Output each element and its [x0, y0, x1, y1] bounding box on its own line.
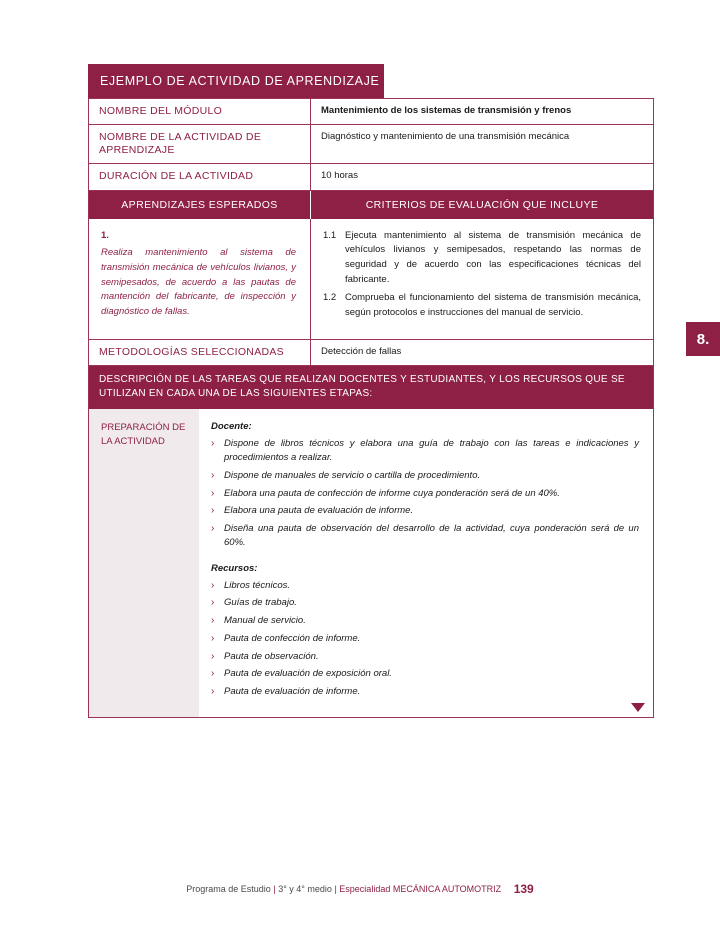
band-aprendizajes-esperados: APRENDIZAJES ESPERADOS — [89, 191, 311, 219]
row-value-modulo: Mantenimiento de los sistemas de transmisión y frenos — [321, 105, 572, 116]
list-item: › Pauta de evaluación de exposición oral. — [211, 667, 639, 681]
resources-heading: Recursos: — [211, 562, 258, 574]
stage-label: PREPARACIÓN DE LA ACTIVIDAD — [89, 409, 199, 717]
criterion-item — [323, 229, 641, 288]
learning-outcome-number: 1. — [101, 229, 109, 241]
list-item: › Pauta de confección de informe. — [211, 632, 639, 646]
criterion-item — [323, 291, 641, 320]
resources-list — [211, 579, 639, 700]
list-item: › Libros técnicos. — [211, 579, 639, 593]
page-footer — [0, 882, 720, 896]
list-item: › Elabora una pauta de evaluación de informe. — [211, 504, 639, 518]
row-label-modulo: NOMBRE DEL MÓDULO — [89, 99, 311, 124]
table-row — [88, 340, 654, 366]
list-item: › Diseña una pauta de observación del desarrollo de la actividad, cuya ponderación será de un 60%. — [211, 522, 639, 551]
criterion-code: 1.2 — [323, 292, 337, 304]
criterion-text: Comprueba el funcionamiento del sistema de transmisión mecánica, según protocolos e instrucciones del manual de servicio. — [345, 292, 641, 319]
footer-separator: | — [334, 884, 337, 894]
triangle-down-icon — [631, 703, 645, 712]
learning-outcome-row — [88, 219, 654, 340]
criterion-code: 1.1 — [323, 229, 337, 241]
table-row — [88, 98, 654, 125]
footer-specialty: Especialidad MECÁNICA AUTOMOTRIZ — [339, 884, 502, 894]
criterion-text: Ejecuta mantenimiento al sistema de transmisión mecánica de vehículos livianos y semipesados, respetando las normas de seguridad y de acuerdo con las especificaciones técnicas del fabricante. — [345, 229, 641, 285]
list-item: › Guías de trabajo. — [211, 596, 639, 610]
description-band: DESCRIPCIÓN DE LAS TAREAS QUE REALIZAN DOCENTES Y ESTUDIANTES, Y LOS RECURSOS QUE SE UTILIZAN EN CADA UNA DE LAS SIGUIENTES ETAPAS: — [88, 366, 654, 409]
row-label-metodologias: METODOLOGÍAS SELECCIONADAS — [89, 340, 311, 365]
activity-content — [199, 409, 653, 717]
footer-separator: | — [273, 884, 276, 894]
list-item: › Manual de servicio. — [211, 614, 639, 628]
list-item: › Dispone de manuales de servicio o cartilla de procedimiento. — [211, 469, 639, 483]
list-item: › Pauta de evaluación de informe. — [211, 685, 639, 699]
chapter-tab: 8. — [686, 322, 720, 356]
list-item: › Elabora una pauta de confección de informe cuya ponderación será de un 40%. — [211, 487, 639, 501]
activity-table — [88, 98, 654, 718]
row-value-metodologias: Detección de fallas — [321, 345, 402, 357]
footer-program: Programa de Estudio — [186, 884, 271, 894]
learning-outcome-text: Realiza mantenimiento al sistema de transmisión mecánica de vehículos livianos, y semipesados, de acuerdo a las pautas de mantención del fabricante, de inspección y diagnóstico de fallas. — [101, 247, 296, 318]
page-title: EJEMPLO DE ACTIVIDAD DE APRENDIZAJE — [88, 64, 384, 98]
row-label-duracion: DURACIÓN DE LA ACTIVIDAD — [89, 164, 311, 189]
activity-section — [88, 409, 654, 718]
row-value-actividad: Diagnóstico y mantenimiento de una transmisión mecánica — [321, 131, 570, 143]
band-criterios-evaluacion: CRITERIOS DE EVALUACIÓN QUE INCLUYE — [311, 191, 653, 219]
row-label-actividad: NOMBRE DE LA ACTIVIDAD DE APRENDIZAJE — [89, 125, 311, 163]
section-band — [88, 191, 654, 219]
list-item: › Pauta de observación. — [211, 650, 639, 664]
footer-level: 3° y 4° medio — [278, 884, 332, 894]
table-row — [88, 164, 654, 190]
page-number: 139 — [513, 882, 534, 896]
row-value-duracion: 10 horas — [321, 170, 358, 182]
table-row — [88, 125, 654, 164]
teacher-task-list — [211, 437, 639, 551]
list-item: › Dispone de libros técnicos y elabora una guía de trabajo con las tareas e indicaciones y procedimientos a realizar. — [211, 437, 639, 466]
learning-outcome-cell — [89, 219, 311, 339]
teacher-heading: Docente: — [211, 420, 252, 432]
criteria-cell — [311, 219, 653, 339]
